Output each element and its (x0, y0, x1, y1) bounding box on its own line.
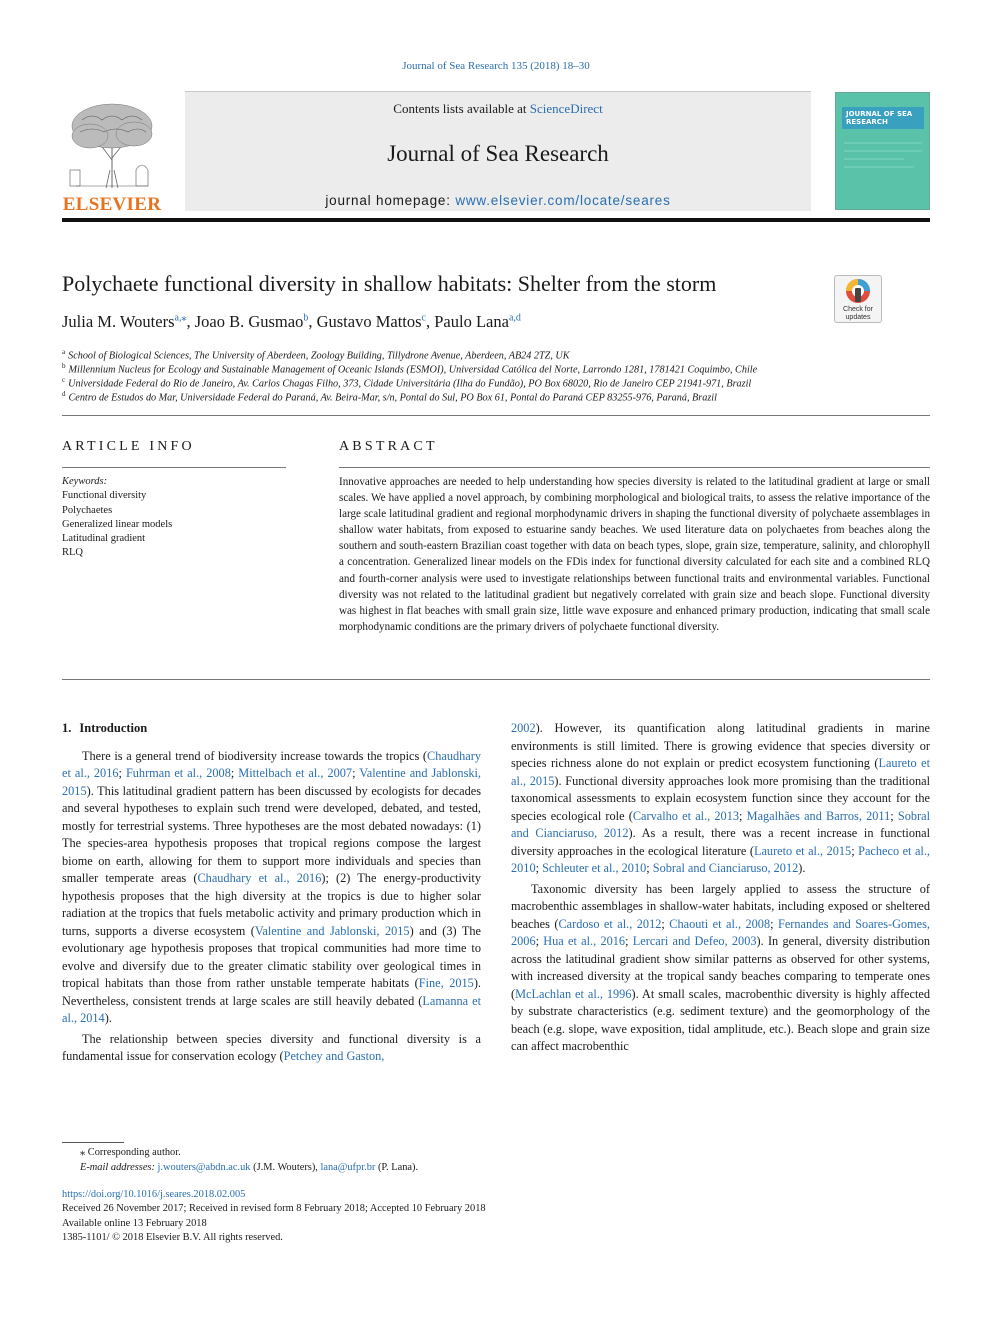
author-affiliation-marker[interactable]: b (303, 312, 309, 324)
author-name[interactable]: Julia M. Wouters (62, 312, 175, 331)
citation-link[interactable]: Lamanna et al., 2014 (62, 993, 481, 1025)
body-text: ) and (3) The evolutionary age hypothesis proposes that tropical communities had more time to evolve and diversify due to the greater climatic stability over geological times in tropical habitats than those from rather unstable temperate habitats ( (62, 923, 481, 990)
sciencedirect-link[interactable]: ScienceDirect (529, 101, 603, 116)
body-text: ; (739, 808, 747, 823)
article-title: Polychaete functional diversity in shallow habitats: Shelter from the storm (62, 271, 717, 296)
body-text: ; (352, 766, 360, 780)
email-label: E-mail addresses: (80, 1161, 158, 1173)
abstract-heading: ABSTRACT (339, 439, 438, 454)
author-name[interactable]: Gustavo Mattos (316, 312, 422, 331)
citation-link[interactable]: Fine, 2015 (418, 976, 474, 990)
citation-link[interactable]: Hua et al., 2016 (543, 934, 626, 948)
homepage-prefix: journal homepage: (325, 193, 456, 208)
cover-pattern-icon (844, 139, 922, 179)
email-addresses (62, 1161, 930, 1176)
body-text: ; (890, 808, 898, 823)
author-affiliation-marker[interactable]: a,d (508, 312, 521, 324)
article-info-heading: ARTICLE INFO (62, 439, 195, 454)
body-text: There is a general trend of biodiversity increase towards the tropics ( (82, 748, 428, 763)
author-separator: , (186, 312, 195, 331)
body-text: ; (625, 934, 633, 948)
body-text: ; (851, 843, 859, 858)
body-text: ). As a result, there was a recent increase in functional diversity approaches in the ecological literature ( (511, 826, 930, 858)
citation-link[interactable]: Laureto et al., 2015 (753, 843, 852, 858)
citation-link[interactable]: Fernandes and Soares-Gomes, 2006 (511, 916, 931, 948)
abstract-rule (339, 467, 930, 468)
body-paragraph (62, 1031, 481, 1066)
affiliation-text: Centro de Estudos do Mar, Universidade Federal do Paraná, Av. Beira-Mar, s/n, Pontal do Sul, PO Box 61, Pontal do Paraná CEP 83255-976, Paraná, Brazil (68, 392, 717, 404)
body-text: ). Functional diversity approaches look more promising than the traditional taxonomical assessments to explain ecosystem function since they account for the species ecological role ( (511, 773, 930, 823)
keyword: RLQ (62, 547, 83, 559)
citation-link[interactable]: Sobral and Cianciaruso, 2012 (511, 808, 930, 840)
body-paragraph (62, 748, 481, 1028)
journal-cover-thumbnail[interactable] (835, 92, 930, 210)
body-text: ). (104, 1011, 112, 1025)
keywords-list (62, 489, 286, 560)
abstract-text: Innovative approaches are needed to help understanding how species diversity is related to the latitudinal gradient at large or small scales. We have applied a novel approach, by combining morphological and biological traits, to assess the relative importance of the large scale latitudinal gradient and regional morphodynamic drivers in shaping the functional diversity of polychaete assemblages in shallow water habitats, from exposed to estuarine sandy beaches. We used literature data on polychaetes from beaches along the southern and south-eastern Brazilian coast together with data on beach types, slope, grain size, temperature, salinity, and chlorophyll a concentration. Generalized linear models on the FDis index for functional diversity calculated for each site and a combined RLQ and fourth-corner analysis were used to investigate relationships between functional traits and environmental variables. Functional diversity was not related to the latitudinal gradient but negatively correlated with grain size and beach slope. Functional diversity was highest in flat beaches with small grain size, little wave exposure and enhanced primary production, indicating that small scale morphodynamic conditions are the primary drivers of polychaete functional diversity. (339, 476, 930, 633)
elsevier-wordmark: ELSEVIER (62, 194, 162, 215)
copyright: 1385-1101/ © 2018 Elsevier B.V. All rights reserved. (62, 1231, 283, 1243)
email-link-wouters[interactable]: j.wouters@abdn.ac.uk (157, 1161, 251, 1173)
citation-link[interactable]: McLachlan et al., 1996 (515, 986, 632, 1001)
keyword: Latitudinal gradient (62, 533, 146, 545)
body-text: ). (798, 861, 806, 875)
affiliation-text: School of Biological Sciences, The University of Aberdeen, Zoology Building, Tillydrone Avenue, Aberdeen, AB24 2TZ, UK (68, 350, 570, 362)
keyword: Generalized linear models (62, 518, 173, 530)
author-affiliation-marker[interactable]: c (421, 312, 426, 324)
body-text: ). At small scales, macrobenthic diversity is highly affected by substrate characteristics (e.g. sediment texture) and the geomorphology of the beach (e.g. slope, wave exposition, tidal amplitude, etc.). Beach slope and grain size can affect macrobenthic (511, 986, 930, 1053)
body-text: ; (770, 916, 778, 931)
article-info-rule (62, 467, 286, 468)
affiliation-text: Millennium Nucleus for Ecology and Sustainable Management of Oceanic Islands (ESMOI), Universidad Católica del Norte, Larrondo 1281, 1781421 Coquimbo, Chile (68, 364, 758, 376)
citation-link[interactable]: Sobral and Cianciaruso, 2012 (652, 861, 799, 875)
citation-link[interactable]: Magalhães and Barros, 2011 (746, 808, 891, 823)
citation-link[interactable]: Lercari and Defeo, 2003 (632, 934, 757, 948)
body-text: ; (535, 934, 544, 948)
affiliation-rule (62, 415, 930, 416)
crossmark-label-1: Check for (843, 306, 873, 313)
body-paragraph (511, 881, 930, 1056)
journal-homepage (185, 193, 811, 208)
citation-link[interactable]: Chaouti et al., 2008 (669, 916, 771, 931)
elsevier-tree-icon (62, 100, 162, 190)
footnotes (62, 1146, 930, 1175)
section-title: Introduction (79, 721, 148, 735)
publication-info (62, 1188, 930, 1245)
available-online: Available online 13 February 2018 (62, 1217, 207, 1229)
crossmark-icon (835, 276, 881, 306)
section-number: 1. (62, 721, 72, 735)
body-text: ; (118, 766, 126, 780)
section-heading-introduction (62, 720, 481, 738)
right-paragraphs (511, 720, 930, 1056)
citation-link[interactable]: Fuhrman et al., 2008 (125, 766, 231, 780)
body-text: ; (535, 861, 543, 875)
received-dates: Received 26 November 2017; Received in revised form 8 February 2018; Accepted 10 February 2018 (62, 1203, 486, 1215)
body-text: ). However, its quantification along latitudinal gradients in marine environments is still limited. There is growing evidence that species diversity or species richness alone do not explain or predict ecosystem functioning ( (511, 721, 930, 770)
affiliation-d (62, 387, 930, 405)
citation-link[interactable]: Petchey and Gaston, (283, 1049, 385, 1063)
author-list (62, 312, 862, 332)
crossmark-label-2: updates (845, 314, 871, 321)
email-name-lana: (P. Lana). (375, 1161, 419, 1173)
citation-link[interactable]: Pacheco et al., 2010 (511, 843, 930, 875)
affiliation-text: Universidade Federal do Rio de Janeiro, Av. Carlos Chagas Filho, 373, Cidade Universitária (Ilha do Fundão), PO Box 68020, Rio de Janeiro CEP 21941-971, Brazil (68, 378, 752, 390)
body-column-right (511, 720, 930, 1056)
author-separator: , (426, 312, 435, 331)
email-link-lana[interactable]: lana@ufpr.br (320, 1161, 376, 1173)
keywords-block (62, 475, 286, 561)
citation-link[interactable]: Schleuter et al., 2010 (542, 861, 647, 875)
citation-link[interactable]: Valentine and Jablonski, 2015 (254, 923, 410, 938)
body-text: The relationship between species diversity and functional diversity is a fundamental issue for conservation ecology ( (62, 1031, 481, 1063)
body-text: ). This latitudinal gradient pattern has been discussed by ecologists for decades and several hypotheses to explain such trend were developed, debated, and tested, mostly for terrestrial systems. Three hypotheses are the most debated nowadays: (1) The species-area hypothesis proposes that tropical regions compose the largest biome on earth, allowing for them to support more individuals and species than smaller temperate areas ( (62, 783, 481, 885)
affiliation-key: a (62, 348, 66, 356)
header-rule (62, 218, 930, 222)
body-text: ; (646, 861, 653, 875)
author-name[interactable]: Paulo Lana (434, 312, 509, 331)
author-affiliation-marker[interactable]: a,⁎ (174, 312, 187, 324)
body-text: ). In general, diversity distribution across the latitudinal gradient show similar patterns as observed for other systems, with increased diversity at the tropical sandy beaches comparing to temperate ones ( (511, 934, 930, 1001)
citation-link[interactable]: Chaudhary et al., 2016 (62, 748, 481, 780)
body-text: ); (2) The energy-productivity hypothesis proposes that the high diversity at the tropics is due to higher solar radiation at the tropics that fuels metabolic activity and primary production which in turns, supports a diverse ecosystem ( (62, 871, 481, 938)
citation-link[interactable]: Mittelbach et al., 2007 (238, 766, 353, 780)
affiliation-key: c (62, 376, 66, 384)
journal-name: Journal of Sea Research (387, 141, 609, 166)
journal-citation[interactable]: Journal of Sea Research 135 (2018) 18–30 (402, 60, 590, 72)
citation-link[interactable]: Chaudhary et al., 2016 (197, 871, 322, 885)
citation-link[interactable]: Valentine and Jablonski, 2015 (62, 766, 481, 798)
citation-link[interactable]: Laureto et al., 2015 (511, 756, 931, 788)
keyword: Functional diversity (62, 490, 147, 502)
affiliation-key: b (62, 362, 66, 370)
affiliation-key: d (62, 390, 66, 398)
citation-link[interactable]: Carvalho et al., 2013 (632, 808, 740, 823)
body-text: ). Nevertheless, consistent trends at large scales are still heavily debated ( (62, 976, 481, 1008)
citation-link[interactable]: Cardoso et al., 2012 (558, 916, 662, 931)
cover-title: JOURNAL OF SEA RESEARCH (842, 107, 924, 129)
doi-link[interactable]: https://doi.org/10.1016/j.seares.2018.02.005 (62, 1189, 246, 1200)
email-name-wouters: (J.M. Wouters), (250, 1161, 321, 1173)
author-separator: , (308, 312, 317, 331)
corresponding-author-note: ⁎ Corresponding author. (80, 1147, 181, 1158)
homepage-link[interactable]: www.elsevier.com/locate/seares (455, 193, 671, 208)
body-text: ; (661, 916, 670, 931)
keywords-label: Keywords: (62, 476, 108, 487)
keyword: Polychaetes (62, 504, 113, 516)
author-name[interactable]: Joao B. Gusmao (194, 312, 304, 331)
body-paragraph (511, 720, 930, 878)
contents-line (185, 101, 811, 117)
body-text: ; (230, 766, 239, 780)
body-column-left (62, 720, 481, 1066)
footnote-rule (62, 1142, 124, 1143)
abstract-bottom-rule (62, 679, 930, 680)
body-text: Taxonomic diversity has been largely applied to assess the structure of macrobenthic assemblages in shallow-water habitats, including exposed or sheltered beaches ( (511, 881, 930, 931)
left-paragraphs (62, 748, 481, 1066)
contents-prefix: Contents lists available at (393, 101, 530, 116)
citation-link[interactable]: 2002 (511, 721, 536, 735)
